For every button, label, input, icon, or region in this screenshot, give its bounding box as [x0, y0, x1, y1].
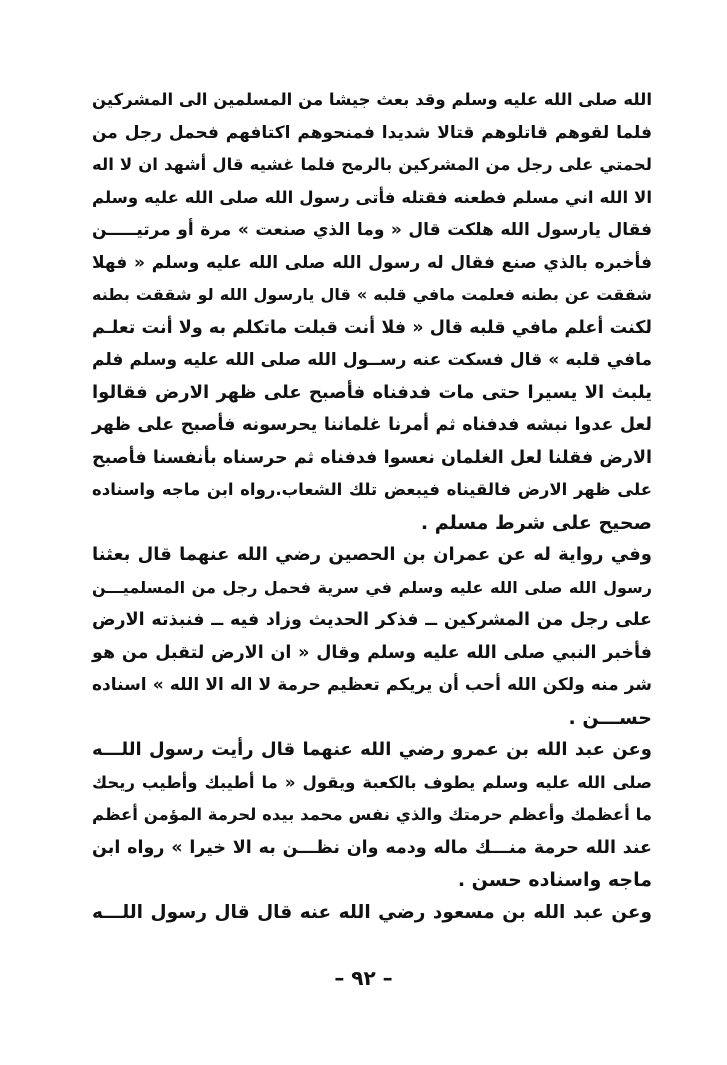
text-line: فأخبر النبي صلى الله عليه وسلم وقال « ان الارض لتقبل من هو	[92, 642, 652, 663]
text-line: عند الله حرمة منـــك ماله ودمه وان نظـــن به الا خيرا » رواه ابن	[92, 837, 652, 858]
text-line: ما أعظمك وأعظم حرمتك والذي نفس محمد بيده لحرمة المؤمن أعظم	[92, 805, 652, 824]
text-line: شر منه ولكن الله أحب أن يريكم تعظيم حرمة لا اله الا الله » اسناده	[92, 675, 652, 695]
text-line-paragraph-end: حســـن .	[568, 706, 652, 729]
text-line: فأخبره بالذي صنع فقال له رسول الله صلى الله عليه وسلم « فهلا	[92, 252, 652, 273]
text-line: فقال يارسول الله هلكت قال « وما الذي صنعت » مرة أو مرتيـــــن	[92, 220, 652, 240]
text-line-paragraph-end: صحيح على شرط مسلم .	[420, 511, 652, 534]
text-line: على ظهر الارض فالقيناه فيبعض تلك الشعاب.رواه ابن ماجه واسناده	[92, 480, 652, 499]
text-line: الا الله اني مسلم فطعنه فقتله فأتى رسول الله صلى الله عليه وسلم	[92, 187, 652, 207]
page-number: – ٩٢ –	[334, 966, 393, 990]
text-line: مافي قلبه » قال فسكت عنه رســول الله صلى الله عليه وسلم فلم	[92, 350, 652, 370]
text-line: وعن عبد الله بن مسعود رضي الله عنه قال قال رسول اللـــه	[92, 901, 652, 923]
body-text	[92, 84, 652, 929]
text-line: يلبث الا يسيرا حتى مات فدفناه فأصبح على ظهر الارض فقالوا	[92, 381, 652, 403]
text-line: الله صلى الله عليه وسلم وقد بعث جيشا من المسلمين الى المشركين	[92, 90, 652, 109]
text-line: لكنت أعلم مافي قلبه قال « فلا أنت قبلت ماتكلم به ولا أنت تعلـم	[92, 317, 652, 338]
text-line: وعن عبد الله بن عمرو رضي الله عنهما قال رأيت رسول اللـــه	[92, 739, 652, 760]
text-line: على رجل من المشركين ــ فذكر الحديث وزاد فيه ــ فنبذته الارض	[92, 610, 652, 630]
text-line: لعل عدوا نبشه فدفناه ثم أمرنا غلماننا يحرسونه فأصبح على ظهر	[92, 415, 652, 435]
text-line: شققت عن بطنه فعلمت مافي قلبه » قال يارسول الله لو شققت بطنه	[92, 285, 652, 304]
text-line: رسول الله صلى الله عليه وسلم في سرية فحمل رجل من المسلميـــن	[92, 577, 652, 597]
text-line: وفي رواية له عن عمران بن الحصين رضي الله عنهما قال بعثنا	[92, 544, 652, 565]
text-line: الارض فقلنا لعل الغلمان نعسوا فدفناه ثم حرسناه بأنفسنا فأصبح	[92, 447, 652, 468]
text-line: فلما لقوهم قاتلوهم قتالا شديدا فمنحوهم اكتافهم فحمل رجل من	[92, 122, 652, 143]
text-line: لحمتي على رجل من المشركين بالرمح فلما غشيه قال أشهد ان لا اله	[92, 155, 652, 174]
text-line: صلى الله عليه وسلم يطوف بالكعبة ويقول « ما أطيبك وأطيب ريحك	[92, 772, 652, 792]
text-line-paragraph-end: ماجه واسناده حسن .	[457, 869, 652, 891]
